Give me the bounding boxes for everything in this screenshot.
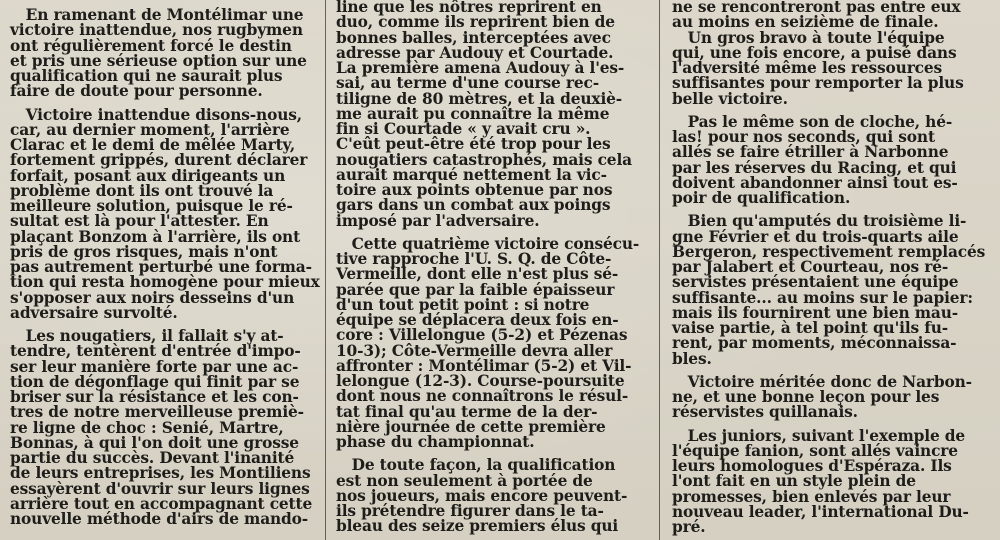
paragraph: Pas le même son de cloche, hé- las! pour nos seconds, qui sont allés se faire étriller à Narbonne par les réserves du Racing, et qui doivent abandonner ainsi tout es- poir de qualification. (672, 112, 958, 207)
paragraph: Cette quatrième victoire consécu- tive rapproche l'U. S. Q. de Côte- Vermeille, dont elle n'est plus sé- parée que par la faible épaisseur d'un tout petit point : si notre équipe se déplacera deux fois en- core : Villelongue (5-2) et Pézenas 10-3); Côte-Vermeille devra aller affronter : Montélimar (5-2) et Vil- lelongue (12-3). Course-poursuite dont nous ne connaîtrons le résul- tat final qu'au terme de la der- nière journée de cette première phase du championnat. (336, 234, 640, 451)
column-left (0, 0, 322, 540)
paragraph: En ramenant de Montélimar une victoire inattendue, nos rugbymen ont régulièrement forcé le destin et pris une sérieuse option sur une qualification qui ne saurait plus faire de doute pour personne. (10, 6, 307, 101)
paragraph: De toute façon, la qualification est non seulement à portée de nos joueurs, mais encore peuvent- ils prétendre figurer dans le ta- bleau des seize premiers élus qui (336, 456, 628, 536)
column-right (664, 0, 1000, 540)
paragraph: Les nougatiers, il fallait s'y at- tendre, tentèrent d'entrée d'impo- ser leur manière forte par une ac- tion de dégonflage qui finit par se briser sur la résistance et les con- tres de notre merveilleuse premiè- re ligne de choc : Senié, Martre, Bonnas, à qui l'on doit une grosse partie du succès. Devant l'inanité de leurs entreprises, les Montiliens essayèrent d'ouvrir sur leurs lignes arrière tout en accompagnant cette nouvelle méthode d'airs de mando- (10, 327, 313, 528)
column-middle (330, 0, 656, 540)
column-divider (325, 0, 326, 540)
paragraph: Victoire inattendue disons-nous, car, au dernier moment, l'arrière Clarac et le demi de mêlée Marty, fortement grippés, durent déclarer forfait, posant aux dirigeants un problème dont ils ont trouvé la meilleure solution, puisque le ré- sultat est là pour l'attester. En plaçant Bonzom à l'arrière, ils ont pris de gros risques, mais n'ont pas autrement perturbé une forma- tion qui resta homogène pour mieux s'opposer aux noirs desseins d'un adversaire survolté. (10, 105, 320, 322)
column-divider (659, 0, 660, 540)
paragraph: ne se rencontreront pas entre eux au moins en seizième de finale. Un gros bravo à toute l'équipe qui, une fois encore, a puisé dans l'adversité même les ressources suffisantes pour remporter la plus belle victoire. (672, 0, 964, 108)
paragraph: Victoire méritée donc de Narbon- ne, et une bonne leçon pour les réservistes quillanais. (672, 372, 972, 422)
paragraph: Bien qu'amputés du troisième li- gne Février et du trois-quarts aile Bergeron, respectivement remplacés par Jalabert et Courteau, nos ré- servistes présentaient une équipe suffisante... au moins sur le papier: mais ils fournirent une bien mau- vaise partie, à tel point qu'ils fu- rent, par moments, méconnaissa- bles. (672, 212, 986, 368)
paragraph: Les juniors, suivant l'exemple de l'équipe fanion, sont allés vaincre leurs homologues d'Espéraza. Ils l'ont fait en un style plein de promesses, bien enlevés par leur nouveau leader, l'international Du- pré. (672, 426, 969, 536)
paragraph: line que les nôtres reprirent en duo, comme ils reprirent bien de bonnes balles, interceptées avec adresse par Audouy et Courtade. La première amena Audouy à l'es- sai, au terme d'une course rec- tiligne de 80 mètres, et la deuxiè- me aurait pu connaître la même fin si Courtade « y avait cru ». C'eût peut-être été trop pour les nougatiers catastrophés, mais cela aurait marqué nettement la vic- toire aux points obtenue par nos gars dans un combat aux poings imposé par l'adversaire. (336, 0, 632, 230)
